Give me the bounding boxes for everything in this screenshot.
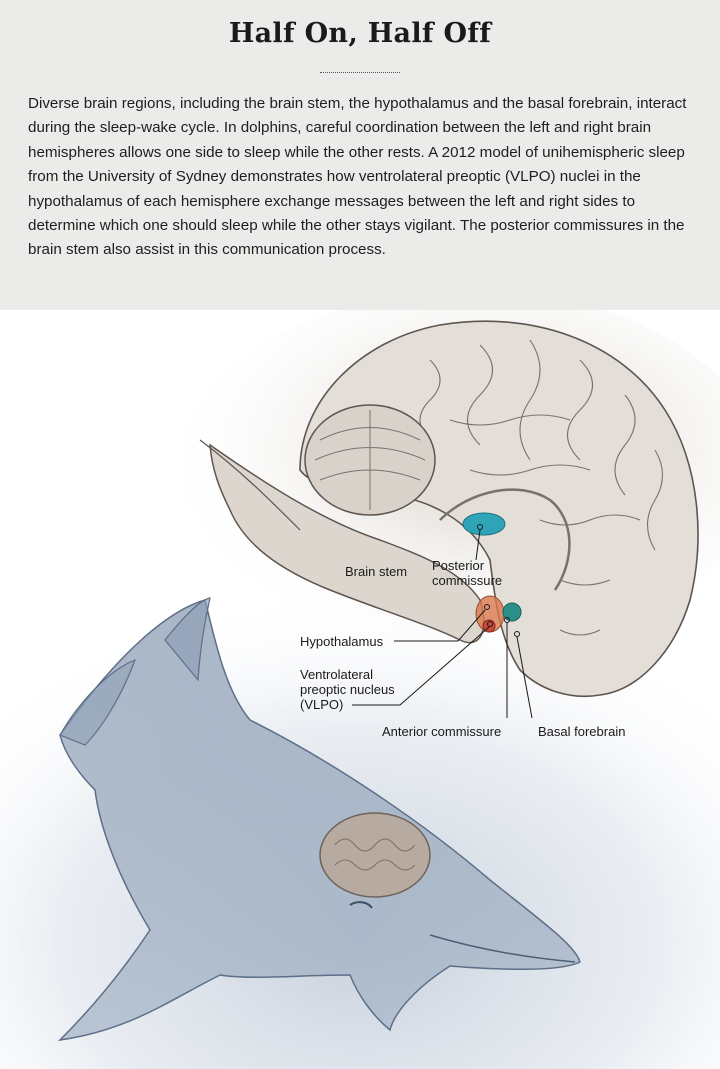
label-anterior-commissure: Anterior commissure xyxy=(382,724,502,739)
label-brain-stem: Brain stem xyxy=(345,564,408,579)
dolphin-brain xyxy=(320,813,430,897)
posterior-commissure-region xyxy=(463,513,505,535)
intro-paragraph: Diverse brain regions, including the brain stem, the hypothalamus and the basal forebrain, interact during the sleep-wake cycle. In dolphins, careful coordination between the left and right brain hemispheres allows one side to sleep while the other rests. A 2012 model of unihemispheric sleep from the University of Sydney demonstrates how ventrolateral preoptic (VLPO) nuclei in the hypothalamus of each hemisphere exchange messages between the left and right sides to determine which one should sleep while the other stays vigilant. The posterior commissures in the brain stem also assist in this communication process. xyxy=(28,95,687,259)
title-divider xyxy=(320,72,400,73)
label-posterior-commissure: Posterior commissure xyxy=(432,558,503,588)
label-basal-forebrain: Basal forebrain xyxy=(538,724,626,739)
label-vlpo: Ventrolateral preoptic nucleus (VLPO) xyxy=(300,667,395,712)
page-title: Half On, Half Off xyxy=(228,18,492,49)
header-panel xyxy=(0,0,720,310)
label-hypothalamus: Hypothalamus xyxy=(300,634,384,649)
